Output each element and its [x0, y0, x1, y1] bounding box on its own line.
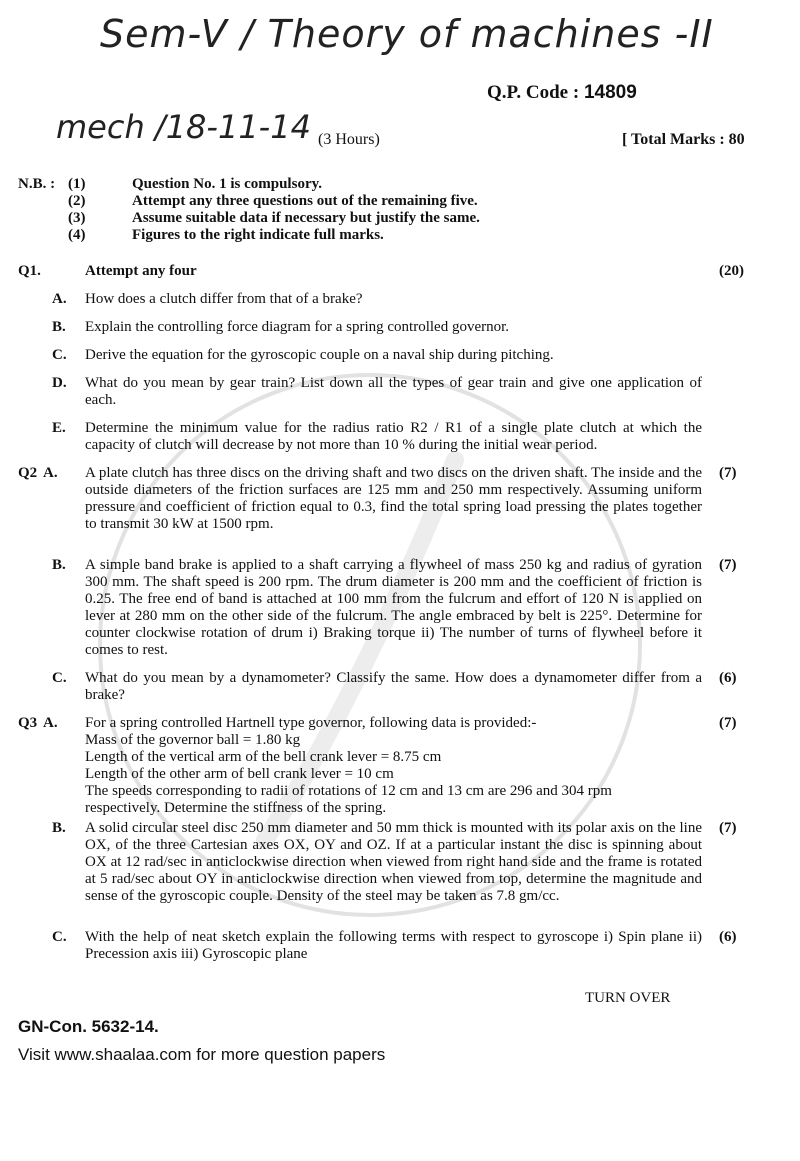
q1-part-e — [0, 420, 800, 454]
nb-num: (2) — [68, 193, 86, 209]
question-number: Q2 — [18, 465, 38, 481]
part-text: A simple band brake is applied to a shaft carrying a flywheel of mass 250 kg and radius of gyration 300 mm. The shaft speed is 200 rpm. The drum diameter is 200 mm and the coefficient of friction is 0.25. The free end of band is attached at 100 mm from the fulcrum and effort of 120 N is applied on lever at 280 mm on the other side of the fulcrum. The angle embraced by belt is 225°. Determine for counter clockwise rotation of drum i) Braking torque ii) The number of turns of flywheel before it comes to rest. — [85, 557, 702, 658]
part-text: How does a clutch differ from that of a brake? — [85, 291, 363, 307]
nb-num: (3) — [68, 210, 86, 226]
q1-part-d — [0, 375, 800, 409]
nb-text: Attempt any three questions out of the remaining five. — [132, 193, 478, 209]
q2-part-c — [0, 670, 800, 704]
part-text: A solid circular steel disc 250 mm diameter and 50 mm thick is mounted with its polar axis on the line OX, of the three Cartesian axes OX, OY and OZ. If at a particular instant the disc is spinning about OX at 12 rad/sec in anticlockwise direction when viewed from right hand side and the frame is rotated at 5 rad/sec about OY in anticlockwise direction when viewed from top, determine the magnitude and sense of the gyroscopic couple. Density of the steel may be taken as 7.8 gm/cc. — [85, 820, 702, 904]
marks: (7) — [719, 465, 737, 481]
q1-part-c — [0, 347, 800, 364]
part-label: B. — [52, 820, 66, 836]
qp-code — [487, 82, 637, 104]
part-label: D. — [52, 375, 67, 391]
visit-note: Visit www.shaalaa.com for more question papers — [18, 1045, 386, 1064]
part-text: The speeds corresponding to radii of rotations of 12 cm and 13 cm are 296 and 304 rpm respectively. Determine the stiffness of the spring. — [85, 783, 612, 816]
part-text: What do you mean by a dynamometer? Classify the same. How does a dynamometer differ from a brake? — [85, 670, 702, 703]
part-label: B. — [52, 557, 66, 573]
q1-part-b — [0, 319, 800, 336]
turn-over: TURN OVER — [585, 990, 671, 1006]
marks: (7) — [719, 557, 737, 573]
part-line: Length of the vertical arm of the bell crank lever = 8.75 cm — [85, 749, 442, 765]
part-label: C. — [52, 347, 67, 363]
nb-num: (1) — [68, 176, 86, 192]
nb-num: (4) — [68, 227, 86, 243]
part-text: What do you mean by gear train? List down all the types of gear train and give one application of each. — [85, 375, 702, 408]
part-line: Mass of the governor ball = 1.80 kg — [85, 732, 301, 748]
qp-code-value: 14809 — [583, 82, 637, 103]
questions — [0, 263, 800, 1079]
part-line: For a spring controlled Hartnell type governor, following data is provided:- — [85, 715, 537, 731]
part-label: B. — [52, 319, 66, 335]
marks: (7) — [719, 715, 737, 731]
qp-code-label: Q.P. Code : — [487, 82, 584, 103]
part-text: A plate clutch has three discs on the driving shaft and two discs on the driven shaft. The inside and the outside diameters of the friction surfaces are 125 mm and 250 mm respectively. Assuming uniform pressure and coefficient of friction equal to 0.3, find the total spring load pressing the plates together to transmit 30 kW at 1500 rpm. — [85, 465, 702, 532]
question-number: Q3 — [18, 715, 38, 731]
part-label: A. — [43, 465, 58, 481]
con-code: GN-Con. 5632-14. — [18, 1017, 159, 1036]
part-text: With the help of neat sketch explain the following terms with respect to gyroscope i) Spin plane ii) Precession axis iii) Gyroscopic plane — [85, 929, 702, 962]
part-text: Derive the equation for the gyroscopic couple on a naval ship during pitching. — [85, 347, 554, 363]
q3-part-b — [0, 820, 800, 905]
marks: (6) — [719, 670, 737, 686]
part-label: A. — [43, 715, 58, 731]
nb-label: N.B. : — [18, 176, 56, 192]
question-number: Q1. — [18, 263, 41, 279]
marks: (6) — [719, 929, 737, 945]
handwritten-title: Sem-V / Theory of machines -II — [100, 12, 714, 56]
nb-text: Assume suitable data if necessary but justify the same. — [132, 210, 480, 226]
part-text: Determine the minimum value for the radius ratio R2 / R1 of a single plate clutch at which the capacity of clutch will decrease by not more than 10 % during the initial wear period. — [85, 420, 702, 453]
page-footer — [0, 989, 800, 1079]
instructions — [18, 176, 480, 244]
part-line: Length of the other arm of bell crank lever = 10 cm — [85, 766, 394, 782]
part-label: C. — [52, 670, 67, 686]
duration: (3 Hours) — [318, 131, 380, 148]
marks: (7) — [719, 820, 737, 836]
nb-text: Question No. 1 is compulsory. — [132, 176, 323, 192]
part-label: A. — [52, 291, 67, 307]
q3-part-a — [0, 715, 800, 817]
q1-header — [0, 263, 800, 280]
q2-part-b — [0, 557, 800, 659]
total-marks: [ Total Marks : 80 — [622, 131, 745, 148]
handwritten-branch-date: mech /18-11-14 — [56, 108, 311, 146]
q2-part-a — [0, 465, 800, 533]
nb-text: Figures to the right indicate full marks. — [132, 227, 384, 243]
part-label: C. — [52, 929, 67, 945]
part-label: E. — [52, 420, 66, 436]
part-text: Explain the controlling force diagram for a spring controlled governor. — [85, 319, 510, 335]
q3-part-c — [0, 929, 800, 963]
marks: (20) — [719, 263, 744, 279]
question-text: Attempt any four — [85, 263, 197, 279]
q1-part-a — [0, 291, 800, 308]
